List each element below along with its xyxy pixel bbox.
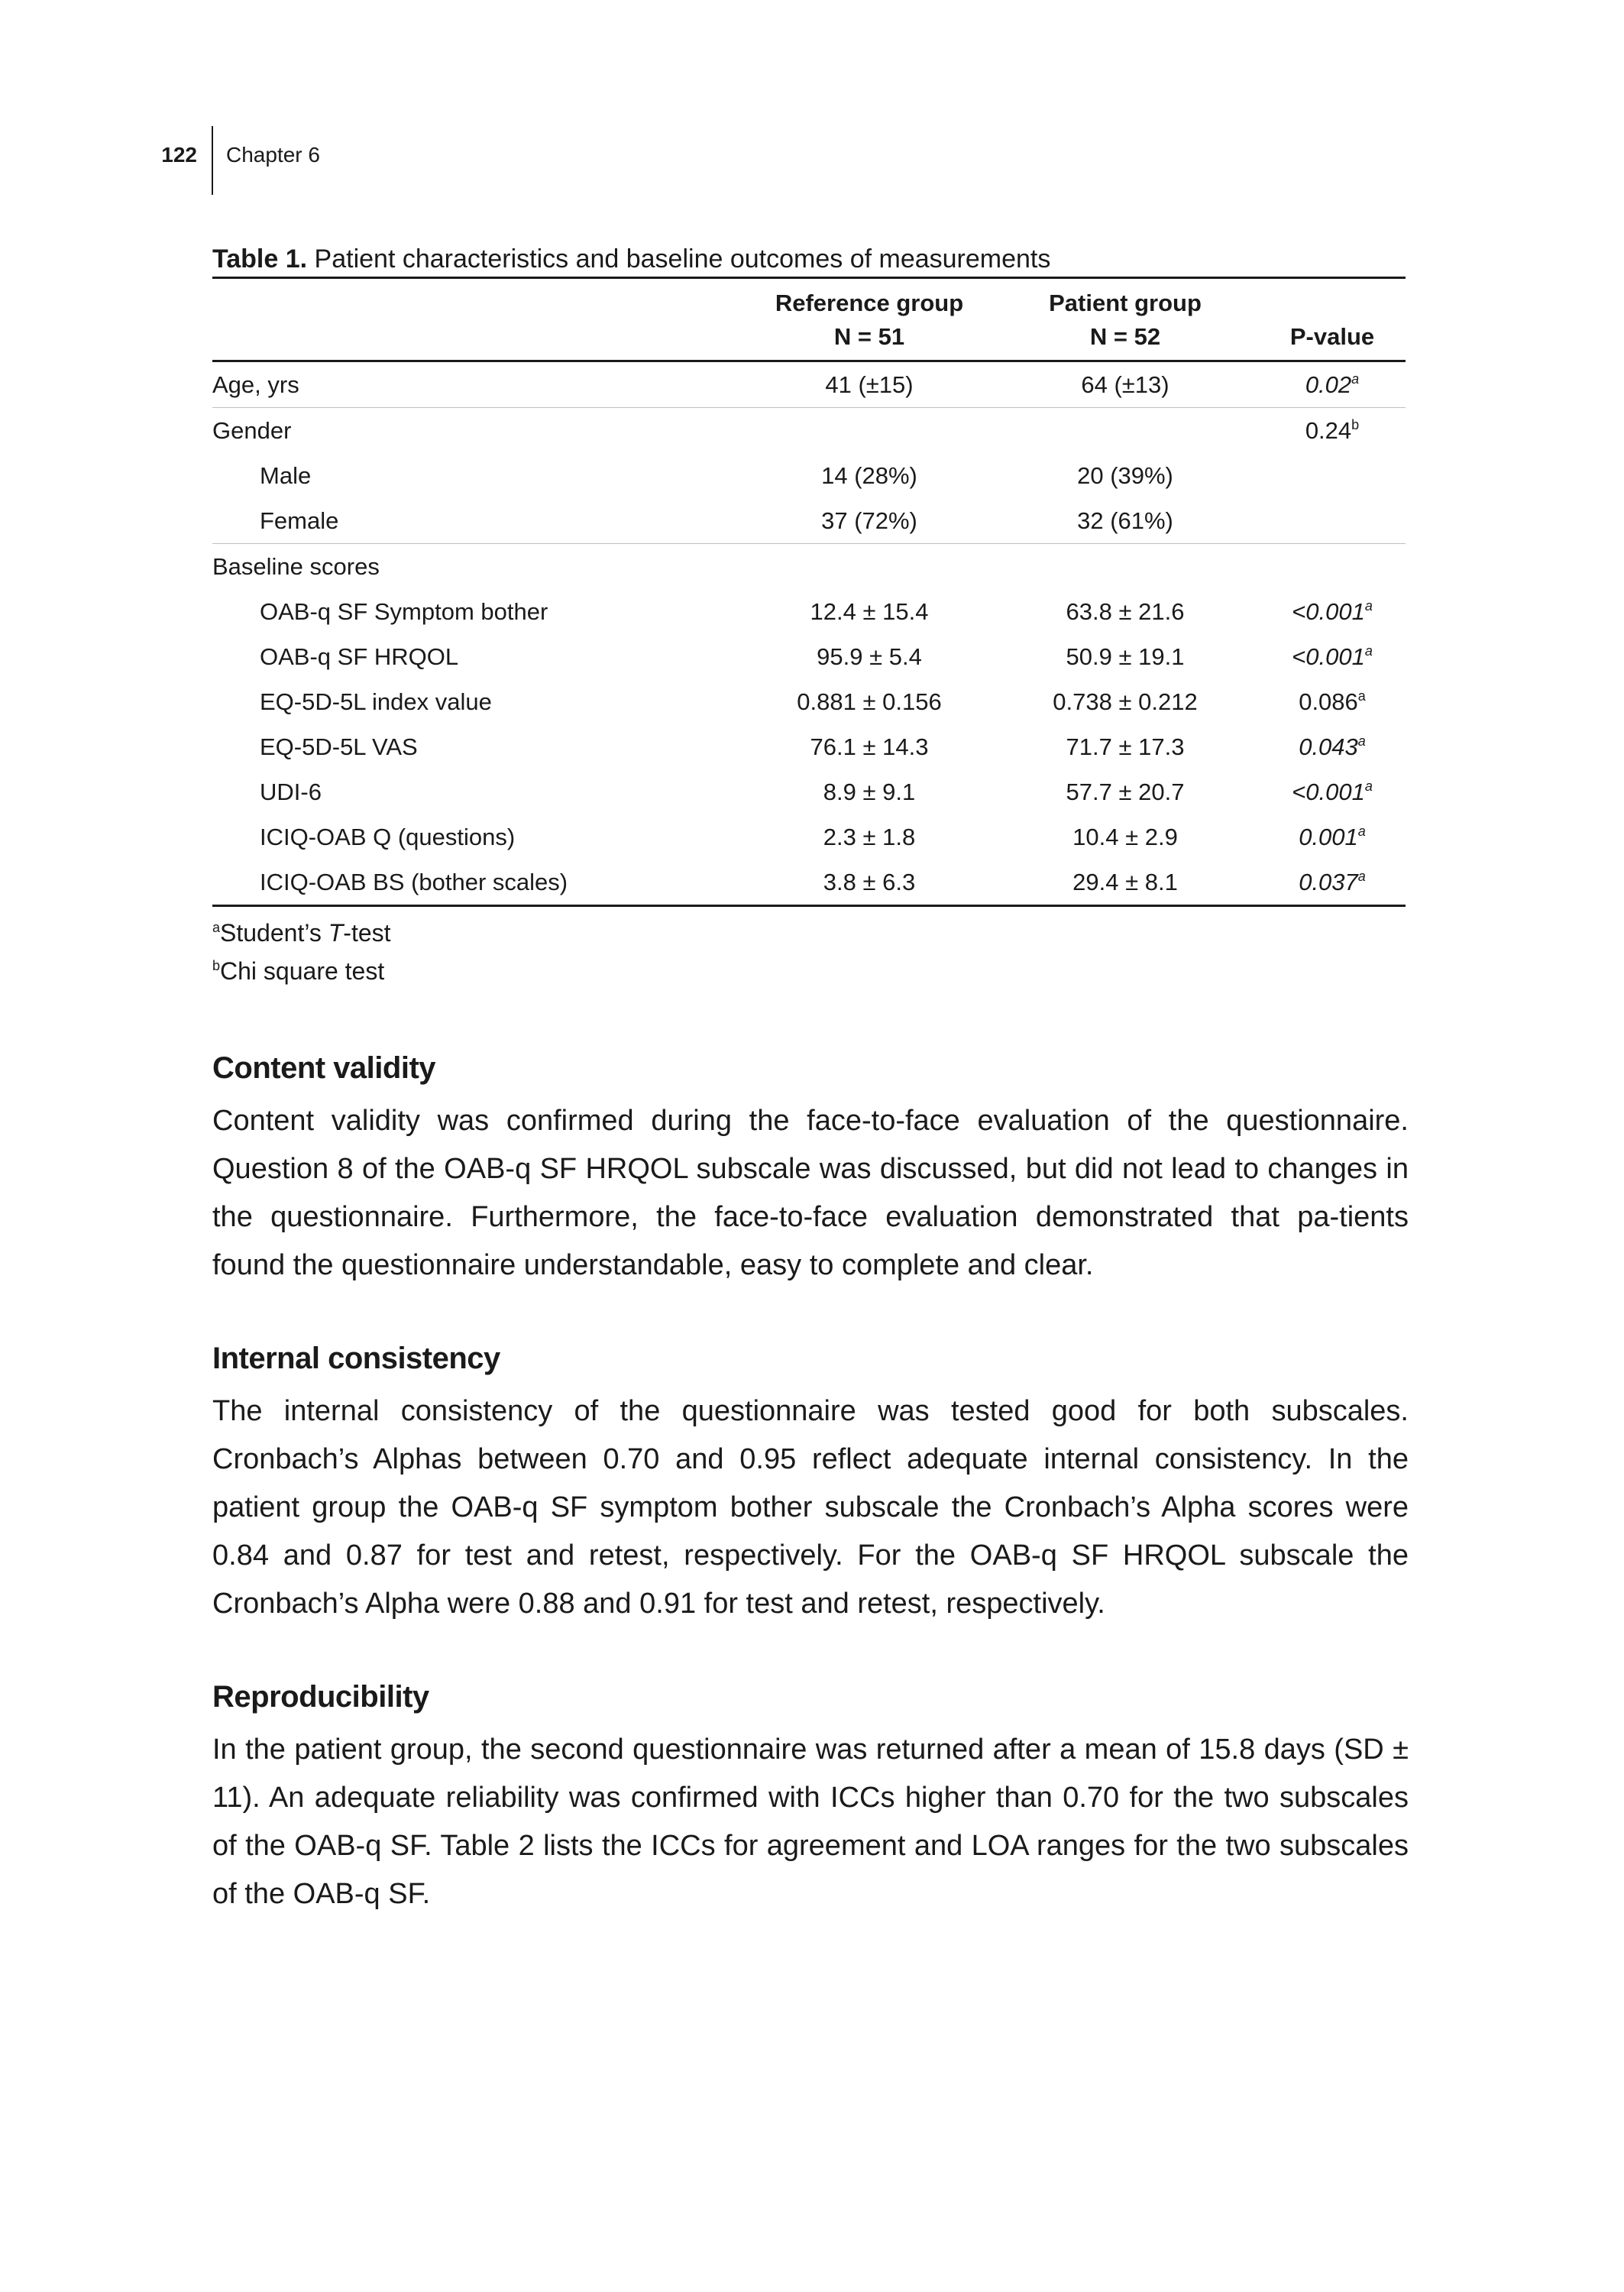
section-body: In the patient group, the second questionnaire was returned after a mean of 15.8 days (SD ± 11). An adequate reliability was confirmed with ICCs higher than 0.70 for the two subscales of the OAB-q SF. Table 2 lists the ICCs for agreement and LOA ranges for the two subscales of the OAB-q SF.: [212, 1734, 1409, 1910]
footnote-a: $^a$Student’s T-test: [212, 919, 391, 947]
row-label: ICIQ-OAB BS (bother scales): [260, 868, 568, 895]
table-title-text: Patient characteristics and baseline outcomes of measurements: [307, 244, 1051, 274]
reference-value: 95.9 ± 5.4: [817, 643, 922, 670]
section-body: Content validity was confirmed during the face-to-face evaluation of the questionnaire. Question 8 of the OAB-q SF HRQOL subscale was discussed, but did not lead to changes in the questionnaire. Furthermore, the face-to-face evaluation demonstrated that pa-tients found the questionnaire understandable, easy to complete and clear.: [212, 1105, 1409, 1281]
table-body: [212, 361, 1406, 906]
header-ref-group: Reference group: [775, 290, 964, 316]
p-value: <0.001$^a$: [1292, 597, 1373, 625]
table-row: [212, 724, 1406, 769]
row-label: EQ-5D-5L VAS: [260, 733, 418, 760]
header-ref-n: N = 51: [833, 323, 905, 350]
header-pat-group: Patient group: [1049, 290, 1202, 316]
header-pat-n: N = 52: [1089, 323, 1161, 350]
patient-value: 71.7 ± 17.3: [1066, 733, 1185, 760]
section-heading: Internal consistency: [212, 1342, 500, 1375]
header-empty-2: [212, 320, 747, 361]
table-row: [212, 361, 1406, 408]
patient-value: 20 (39%): [1077, 461, 1173, 489]
reference-value: [747, 408, 992, 454]
table-row: [212, 589, 1406, 634]
row-label: OAB-q SF Symptom bother: [260, 597, 548, 625]
row-label: Gender: [212, 416, 292, 444]
table-row: [212, 679, 1406, 724]
table-row: [212, 408, 1406, 454]
table-title: [212, 241, 1406, 277]
patient-value: 10.4 ± 2.9: [1072, 823, 1178, 850]
patient-value: 63.8 ± 21.6: [1066, 597, 1185, 625]
section-heading: Reproducibility: [212, 1680, 429, 1714]
p-value: <0.001$^a$: [1292, 643, 1373, 670]
table-row: [212, 860, 1406, 906]
section-content-validity: [212, 1047, 1409, 1290]
p-value: 0.086$^a$: [1299, 688, 1366, 715]
row-label: EQ-5D-5L index value: [260, 688, 492, 715]
reference-value: 12.4 ± 15.4: [810, 597, 929, 625]
section-internal-consistency: [212, 1337, 1409, 1628]
patient-value: 29.4 ± 8.1: [1072, 868, 1178, 895]
patient-value: 50.9 ± 19.1: [1066, 643, 1185, 670]
table-row: [212, 453, 1406, 498]
row-label: Female: [212, 498, 747, 544]
patient-value: 64 (±13): [992, 361, 1259, 408]
row-label: Male: [260, 461, 312, 489]
footnote-b: $^b$Chi square test: [212, 957, 385, 985]
table-row: [212, 814, 1406, 860]
p-value: [1259, 453, 1406, 498]
reference-value: 14 (28%): [821, 461, 917, 489]
chapter-label: Chapter 6: [226, 143, 320, 167]
section-body: The internal consistency of the questionnaire was tested good for both subscales. Cronbach’s Alphas between 0.70 and 0.95 reflect adequate internal consistency. In the patient group the OAB-q SF symptom bother subscale the Cronbach’s Alpha scores were 0.84 and 0.87 for test and retest, respectively. For the OAB-q SF HRQOL subscale the Cronbach’s Alpha were 0.88 and 0.91 for test and retest, respectively.: [212, 1395, 1409, 1620]
table-footnotes: [212, 914, 391, 990]
table-row: [212, 634, 1406, 679]
table-1: [212, 241, 1406, 907]
reference-value: 41 (±15): [747, 361, 992, 408]
row-label: OAB-q SF HRQOL: [260, 643, 459, 670]
row-label: ICIQ-OAB Q (questions): [260, 823, 516, 850]
p-value: [1259, 498, 1406, 544]
patient-value: 57.7 ± 20.7: [1066, 778, 1185, 805]
p-value: 0.037$^a$: [1299, 868, 1366, 895]
reference-value: 0.881 ± 0.156: [797, 688, 942, 715]
p-value: [1259, 544, 1406, 590]
reference-value: [747, 544, 992, 590]
reference-value: 76.1 ± 14.3: [810, 733, 929, 760]
row-label: UDI-6: [260, 778, 322, 805]
reference-value: 8.9 ± 9.1: [823, 778, 916, 805]
patient-value: [992, 408, 1259, 454]
page-number: 122: [161, 143, 197, 167]
reference-value: 3.8 ± 6.3: [823, 868, 916, 895]
header-empty-p: [1259, 278, 1406, 321]
characteristics-table: [212, 277, 1406, 907]
table-title-label: Table 1.: [212, 244, 308, 274]
table-row: [212, 769, 1406, 814]
p-value: 0.043$^a$: [1299, 733, 1366, 760]
table-row: [212, 544, 1406, 590]
p-value: <0.001$^a$: [1292, 778, 1373, 805]
section-reproducibility: [212, 1675, 1409, 1918]
reference-value: 2.3 ± 1.8: [823, 823, 916, 850]
row-label: Baseline scores: [212, 552, 380, 580]
table-row: [212, 498, 1406, 544]
header-divider: [212, 126, 213, 195]
patient-value: 0.738 ± 0.212: [1053, 688, 1198, 715]
patient-value: [992, 544, 1259, 590]
row-label: Age, yrs: [212, 361, 747, 408]
section-heading: Content validity: [212, 1051, 436, 1085]
reference-value: 37 (72%): [747, 498, 992, 544]
p-value: 0.24$^b$: [1305, 416, 1360, 444]
patient-value: 32 (61%): [992, 498, 1259, 544]
header-pvalue: P-value: [1289, 323, 1375, 350]
p-value: 0.02$^a$: [1259, 361, 1406, 408]
page-header: [0, 126, 1624, 195]
header-empty: [212, 278, 747, 321]
p-value: 0.001$^a$: [1299, 823, 1366, 850]
